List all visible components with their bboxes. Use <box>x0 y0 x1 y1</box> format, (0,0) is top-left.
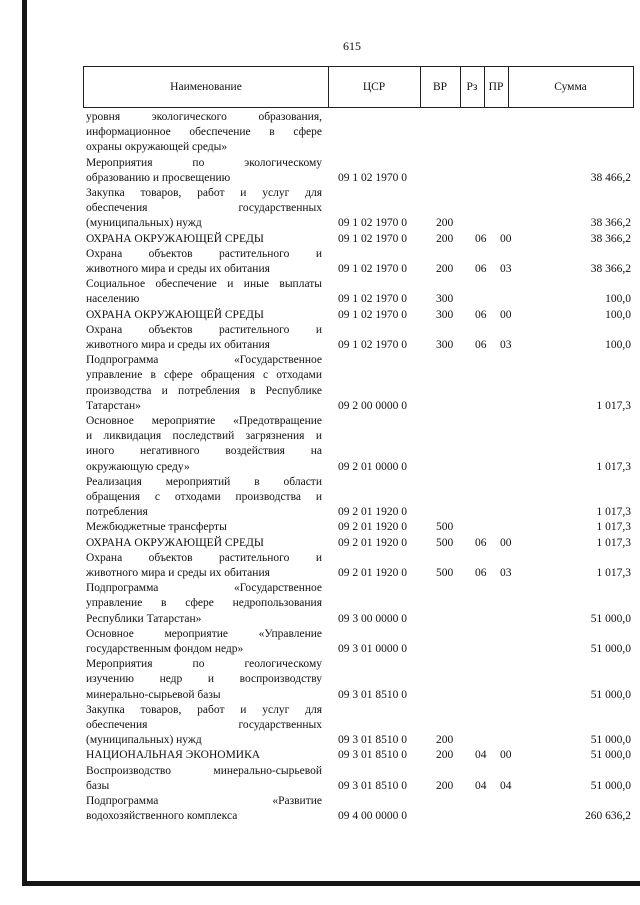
row-vr: 200 <box>436 749 454 762</box>
table-row <box>86 277 631 307</box>
row-vr: 200 <box>436 779 454 792</box>
row-name-line: Социальное обеспечение и иные выплаты <box>86 278 322 291</box>
table-row <box>86 581 631 627</box>
row-name-line: Охрана объектов растительного и <box>86 323 322 336</box>
row-csr: 09 3 01 8510 0 <box>338 749 407 762</box>
table-row <box>86 308 631 323</box>
row-sum: 100,0 <box>605 293 631 306</box>
header-csr: ЦСР <box>328 67 421 107</box>
row-name-line: уровня экологического образования, <box>86 111 322 123</box>
row-csr: 09 1 02 1970 0 <box>338 232 407 245</box>
row-name-line: потребления <box>86 506 148 519</box>
row-vr: 300 <box>436 293 454 306</box>
row-vr: 300 <box>436 308 454 321</box>
row-sum: 51 000,0 <box>590 612 631 625</box>
row-sum: 1 017,3 <box>596 460 631 473</box>
row-name-line: образованию и просвещению <box>86 171 231 184</box>
row-name <box>86 414 322 475</box>
row-sum: 51 000,0 <box>590 749 631 762</box>
row-vr: 200 <box>436 734 454 747</box>
row-name-line: обращения с отходами производства и <box>86 491 322 503</box>
row-sum: 1 017,3 <box>596 399 631 412</box>
table-row <box>86 551 631 581</box>
row-name-line: животного мира и среды их обитания <box>86 567 270 579</box>
row-name <box>86 536 322 551</box>
table-row <box>86 186 631 232</box>
row-sum: 100,0 <box>605 308 631 321</box>
row-rz: 06 <box>475 536 487 549</box>
row-name-line: минерально-сырьевой базы <box>86 688 221 701</box>
table-row <box>86 156 631 186</box>
table-row <box>86 703 631 749</box>
row-csr: 09 2 01 1920 0 <box>338 536 407 549</box>
row-pr: 00 <box>500 308 512 321</box>
header-pr: ПР <box>484 67 509 107</box>
row-sum: 1 017,3 <box>596 521 631 534</box>
row-vr: 500 <box>436 521 454 534</box>
row-name-line: Реализация мероприятий в области <box>86 475 322 488</box>
row-name-line: охраны окружающей среды» <box>86 141 228 154</box>
row-pr: 03 <box>500 262 512 275</box>
row-name <box>86 186 322 232</box>
row-name-line: Основное мероприятие «Управление <box>86 627 322 640</box>
row-vr: 200 <box>436 232 454 245</box>
row-csr: 09 2 01 1920 0 <box>338 566 407 579</box>
row-pr: 00 <box>500 232 512 245</box>
row-pr: 04 <box>500 779 512 792</box>
row-csr: 09 2 00 0000 0 <box>338 399 407 412</box>
row-name-line: Закупка товаров, работ и услуг для <box>86 187 322 199</box>
row-name <box>86 156 322 186</box>
row-vr: 200 <box>436 262 454 275</box>
header-name: Наименование <box>84 67 329 107</box>
row-name <box>86 232 322 247</box>
row-rz: 06 <box>475 262 487 275</box>
table-row <box>86 247 631 277</box>
row-sum: 100,0 <box>605 338 631 351</box>
row-rz: 04 <box>475 749 487 762</box>
row-sum: 260 636,2 <box>585 810 631 823</box>
row-name-line: Подпрограмма «Развитие <box>86 795 322 807</box>
row-name-line: Мероприятия по экологическому <box>86 156 322 169</box>
header-sum: Сумма <box>554 81 587 93</box>
row-csr: 09 1 02 1970 0 <box>338 293 407 306</box>
table-row <box>86 353 631 414</box>
row-vr: 300 <box>436 338 454 351</box>
row-name-line: иного негативного воздействия на <box>86 445 322 458</box>
scan-edge-left <box>22 0 27 885</box>
row-sum: 51 000,0 <box>590 779 631 792</box>
row-name <box>86 764 322 794</box>
row-csr: 09 3 00 0000 0 <box>338 612 407 625</box>
row-pr: 00 <box>500 536 512 549</box>
row-csr: 09 3 01 8510 0 <box>338 734 407 747</box>
row-name-line: информационное обеспечение в сфере <box>86 126 322 139</box>
row-vr: 500 <box>436 566 454 579</box>
row-csr: 09 1 02 1970 0 <box>338 308 407 321</box>
row-csr: 09 1 02 1970 0 <box>338 217 407 230</box>
row-csr: 09 1 02 1970 0 <box>338 171 407 184</box>
row-name <box>86 475 322 521</box>
row-name <box>86 794 322 824</box>
row-name-line: Республики Татарстан» <box>86 612 202 625</box>
table-row <box>86 414 631 475</box>
row-name <box>86 748 322 763</box>
table-row <box>86 232 631 247</box>
row-name-line: Подпрограмма «Государственное <box>86 582 322 595</box>
row-csr: 09 1 02 1970 0 <box>338 338 407 351</box>
row-name-line: животного мира и среды их обитания <box>86 263 270 275</box>
row-name-line: Межбюджетные трансферты <box>86 521 227 534</box>
row-sum: 1 017,3 <box>596 506 631 519</box>
row-name-line: окружающую среду» <box>86 460 190 473</box>
row-name-line: Мероприятия по геологическому <box>86 658 322 671</box>
row-csr: 09 3 01 8510 0 <box>338 779 407 792</box>
table-row <box>86 536 631 551</box>
row-name-line: обеспечения государственных <box>86 719 322 731</box>
table-row <box>86 627 631 657</box>
row-name-line: Охрана объектов растительного и <box>86 551 322 564</box>
row-sum: 51 000,0 <box>590 688 631 701</box>
table-row <box>86 794 631 824</box>
table-row <box>86 764 631 794</box>
row-name-line: изучению недр и воспроизводству <box>86 673 322 686</box>
row-sum: 38 366,2 <box>590 232 631 245</box>
row-vr: 500 <box>436 536 454 549</box>
row-name-line: населению <box>86 293 140 306</box>
row-name-line: обеспечения государственных <box>86 202 322 215</box>
table-row <box>86 323 631 353</box>
row-name-line: ОХРАНА ОКРУЖАЮЩЕЙ СРЕДЫ <box>86 232 264 245</box>
row-sum: 38 366,2 <box>590 262 631 275</box>
row-sum: 51 000,0 <box>590 642 631 655</box>
table-row <box>86 657 631 703</box>
row-name-line: управление в сфере недропользования <box>86 597 322 610</box>
header-rz: Рз <box>460 67 485 107</box>
table-row <box>86 110 631 156</box>
row-name <box>86 277 322 307</box>
row-name-line: базы <box>86 779 110 792</box>
row-sum: 1 017,3 <box>596 536 631 549</box>
row-csr: 09 2 01 1920 0 <box>338 506 407 519</box>
row-name <box>86 703 322 749</box>
row-name-line: и ликвидация последствий загрязнения и <box>86 430 322 443</box>
row-pr: 03 <box>500 566 512 579</box>
row-rz: 06 <box>475 308 487 321</box>
row-csr: 09 4 00 0000 0 <box>338 810 407 823</box>
row-name-line: водохозяйственного комплекса <box>86 810 238 823</box>
row-name-line: государственным фондом недр» <box>86 643 244 655</box>
row-name <box>86 627 322 657</box>
row-name-line: НАЦИОНАЛЬНАЯ ЭКОНОМИКА <box>86 749 261 762</box>
scan-edge-bottom <box>22 881 640 886</box>
row-vr: 200 <box>436 217 454 230</box>
row-csr: 09 1 02 1970 0 <box>338 262 407 275</box>
row-sum: 51 000,0 <box>590 734 631 747</box>
row-csr: 09 3 01 0000 0 <box>338 642 407 655</box>
row-name-line: животного мира и среды их обитания <box>86 339 270 351</box>
row-name <box>86 581 322 627</box>
row-name-line: Закупка товаров, работ и услуг для <box>86 703 322 716</box>
row-name <box>86 353 322 414</box>
row-name-line: Охрана объектов растительного и <box>86 247 322 260</box>
table-row <box>86 748 631 763</box>
row-name-line: (муниципальных) нужд <box>86 734 202 747</box>
row-rz: 06 <box>475 232 487 245</box>
table-row <box>86 475 631 521</box>
row-csr: 09 2 01 1920 0 <box>338 521 407 534</box>
header-vr: ВР <box>420 67 461 107</box>
row-rz: 04 <box>475 779 487 792</box>
row-name <box>86 247 322 277</box>
row-pr: 03 <box>500 338 512 351</box>
table-header <box>83 66 634 108</box>
row-csr: 09 2 01 0000 0 <box>338 460 407 473</box>
row-name-line: Воспроизводство минерально-сырьевой <box>86 764 322 777</box>
row-name-line: Подпрограмма «Государственное <box>86 354 322 367</box>
row-name-line: ОХРАНА ОКРУЖАЮЩЕЙ СРЕДЫ <box>86 308 264 321</box>
row-name <box>86 110 322 156</box>
row-sum: 38 366,2 <box>590 217 631 230</box>
table-row <box>86 520 631 535</box>
row-name <box>86 308 322 323</box>
row-sum: 38 466,2 <box>590 171 631 184</box>
row-name <box>86 520 322 535</box>
page-number: 615 <box>343 39 361 53</box>
row-name <box>86 323 322 353</box>
row-name-line: Основное мероприятие «Предотвращение <box>86 415 322 427</box>
row-csr: 09 3 01 8510 0 <box>338 688 407 701</box>
row-name-line: (муниципальных) нужд <box>86 217 202 230</box>
row-name-line: ОХРАНА ОКРУЖАЮЩЕЙ СРЕДЫ <box>86 536 264 549</box>
row-name-line: Татарстан» <box>86 399 141 412</box>
row-sum: 1 017,3 <box>596 566 631 579</box>
row-name-line: производства и потребления в Республике <box>86 384 322 397</box>
row-rz: 06 <box>475 566 487 579</box>
row-name <box>86 551 322 581</box>
row-pr: 00 <box>500 749 512 762</box>
row-rz: 06 <box>475 338 487 351</box>
row-name-line: управление в сфере обращения с отходами <box>86 369 322 382</box>
row-name <box>86 657 322 703</box>
